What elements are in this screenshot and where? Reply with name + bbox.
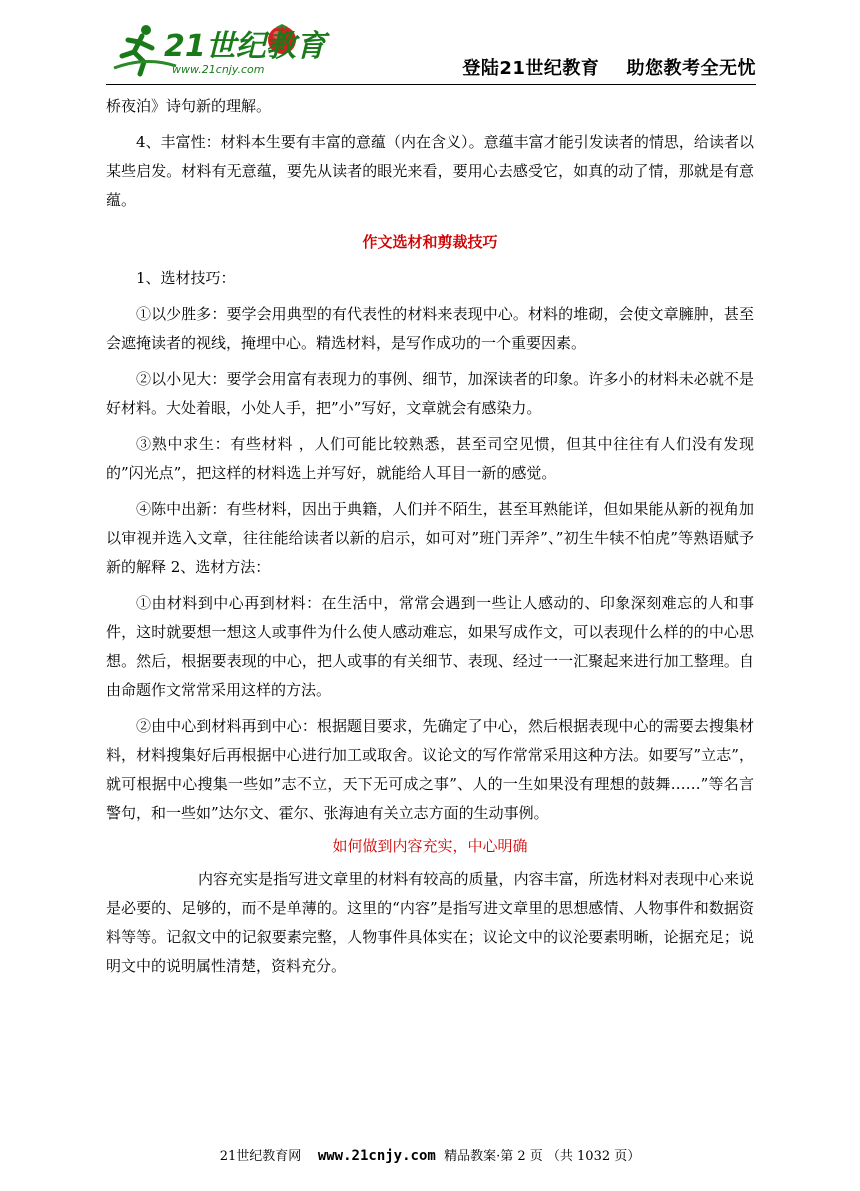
paragraph: ③熟中求生：有些材料 ，人们可能比较熟悉，甚至司空见惯，但其中往往有人们没有发现的”闪光点”，把这样的材料选上并写好，就能给人耳目一新的感觉。 xyxy=(106,435,754,482)
paragraph: 1、选材技巧： xyxy=(136,269,236,287)
footer-page-label: 精品教案·第 2 页 （共 1032 页） xyxy=(444,1149,641,1164)
paragraph: 4、丰富性：材料本生要有丰富的意蕴（内在含义）。意蕴丰富才能引发读者的情思，给读者以某些启发。材料有无意蕴，要先从读者的眼光来看，要用心去感受它，如真的动了情，那就是有意蕴。 xyxy=(106,133,754,209)
paragraph: ④陈中出新：有些材料，因出于典籍，人们并不陌生，甚至耳熟能详，但如果能从新的视角加以审视并选入文章，往往能给读者以新的启示，如可对”班门弄斧”、”初生牛犊不怕虎”等熟语赋予新的解释 2、选材方法： xyxy=(106,500,754,576)
footer-url[interactable]: www.21cnjy.com xyxy=(317,1148,436,1164)
header-divider xyxy=(106,84,756,85)
document-body xyxy=(106,92,754,981)
section-title: 作文选材和剪裁技巧 xyxy=(362,233,498,251)
paragraph: ②由中心到材料再到中心：根据题目要求，先确定了中心，然后根据表现中心的需要去搜集材料，材料搜集好后再根据中心进行加工或取舍。议论文的写作常常采用这种方法。如要写”立志”，就可根据中心搜集一些如”志不立，天下无可成之事”、人的一生如果没有理想的鼓舞……”等名言警句，和一些如”达尔文、霍尔、张海迪有关立志方面的生动事例。 xyxy=(106,717,754,822)
footer-site-name: 21世纪教育网 xyxy=(219,1149,302,1164)
header-tagline: 登陆21世纪教育 助您教考全无忧 xyxy=(462,58,756,79)
section-title: 如何做到内容充实，中心明确 xyxy=(332,837,528,855)
paragraph: ①由材料到中心再到材料：在生活中，常常会遇到一些让人感动的、印象深刻难忘的人和事件，这时就要想一想这人或事件为什么使人感动难忘，如果写成作文，可以表现什么样的的中心思想。然后，根据要表现的中心，把人或事的有关细节、表现、经过一一汇聚起来进行加工整理。自由命题作文常常采用这样的方法。 xyxy=(106,594,754,699)
paragraph: 桥夜泊》诗句新的理解。 xyxy=(106,97,272,115)
logo-url-text: www.21cnjy.com xyxy=(172,63,265,76)
paragraph: ②以小见大：要学会用富有表现力的事例、细节，加深读者的印象。许多小的材料未必就不是好材料。大处着眼，小处人手，把”小”写好，文章就会有感染力。 xyxy=(106,370,754,417)
page-footer xyxy=(0,1145,860,1164)
logo-text: 21世纪教育 xyxy=(164,29,326,64)
page-header xyxy=(106,14,756,84)
logo-21cnjy xyxy=(106,18,326,80)
paragraph: ①以少胜多：要学会用典型的有代表性的材料来表现中心。材料的堆砌，会使文章臃肿，甚至会遮掩读者的视线，掩埋中心。精选材料，是写作成功的一个重要因素。 xyxy=(106,305,754,352)
paragraph: 内容充实是指写进文章里的材料有较高的质量，内容丰富，所选材料对表现中心来说是必要的、足够的，而不是单薄的。这里的“内容”是指写进文章里的思想感情、人物事件和数据资料等等。记叙文中的记叙要素完整，人物事件具体实在；议论文中的议沦要素明晰，论据充足；说明文中的说明属性清楚，资料充分。 xyxy=(106,870,754,975)
